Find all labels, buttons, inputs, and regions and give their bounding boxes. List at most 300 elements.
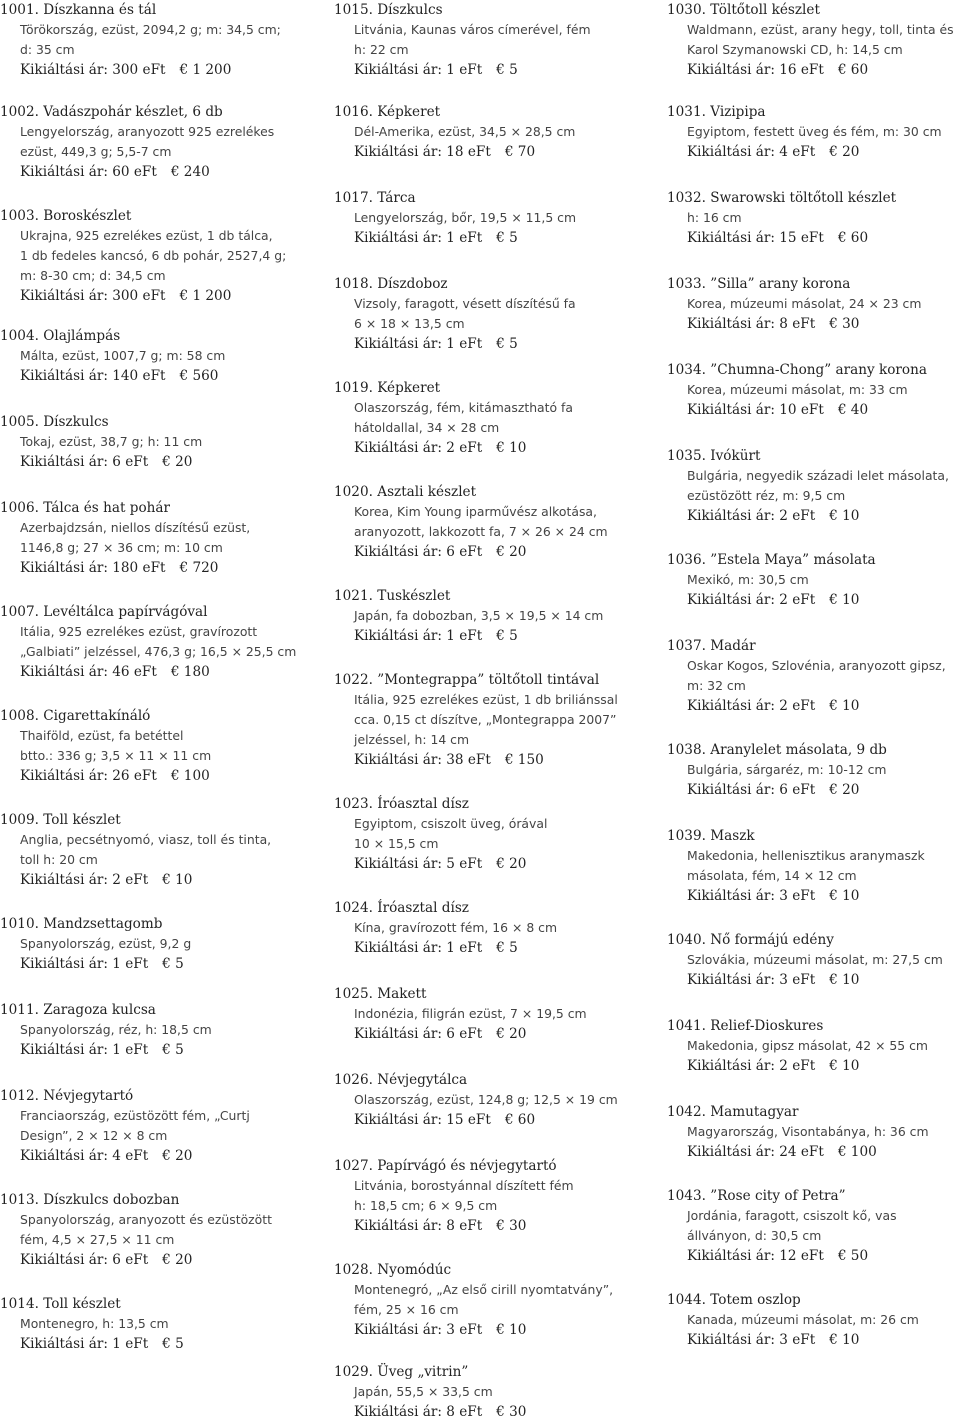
lot-heading (667, 274, 960, 294)
lot-description-line: fém, 25 × 16 cm (354, 1302, 459, 1317)
lot-item (667, 0, 960, 80)
starting-price-huf: Kikiáltási ár: 6 eFt (354, 1026, 483, 1042)
starting-price-eur: € 5 (496, 336, 518, 352)
lot-number: 1026. (334, 1072, 373, 1088)
starting-price-huf: Kikiáltási ár: 3 eFt (354, 1322, 483, 1338)
lot-description-line: jelzéssel, h: 14 cm (354, 732, 470, 747)
lot-number: 1021. (334, 588, 373, 604)
lot-description-line: Szlovákia, múzeumi másolat, m: 27,5 cm (687, 952, 943, 967)
lot-description-line: Törökország, ezüst, 2094,2 g; m: 34,5 cm; (20, 22, 281, 37)
lot-heading (334, 0, 654, 20)
lot-number: 1019. (334, 380, 373, 396)
lot-title: Képkeret (377, 380, 441, 396)
lot-description-line: toll h: 20 cm (20, 852, 98, 867)
starting-price-huf: Kikiáltási ár: 1 eFt (354, 230, 483, 246)
lot-price (667, 590, 960, 610)
starting-price-huf: Kikiáltási ár: 8 eFt (354, 1218, 483, 1234)
lot-item (334, 378, 654, 458)
starting-price-huf: Kikiáltási ár: 60 eFt (20, 164, 157, 180)
lot-description-line: Egyiptom, festett üveg és fém, m: 30 cm (687, 124, 942, 139)
lot-item (667, 1290, 960, 1350)
lot-item (0, 102, 322, 182)
lot-title: Levéltálca papírvágóval (43, 604, 208, 620)
lot-price (0, 1334, 322, 1354)
lot-price (667, 1330, 960, 1350)
lot-price (0, 162, 322, 182)
lot-description-line: Korea, múzeumi másolat, m: 33 cm (687, 382, 908, 397)
starting-price-eur: € 10 (829, 888, 860, 904)
lot-title: Tárca (377, 190, 416, 206)
starting-price-huf: Kikiáltási ár: 1 eFt (354, 336, 483, 352)
lot-heading (0, 0, 322, 20)
lot-title: Papírvágó és névjegytartó (377, 1158, 557, 1174)
lot-heading (667, 550, 960, 570)
lot-number: 1039. (667, 828, 706, 844)
lot-description-line: h: 22 cm (354, 42, 409, 57)
lot-price (667, 1056, 960, 1076)
lot-item (334, 670, 654, 770)
lot-heading (0, 1086, 322, 1106)
lot-item (0, 1086, 322, 1166)
starting-price-huf: Kikiáltási ár: 1 eFt (354, 940, 483, 956)
lot-number: 1043. (667, 1188, 706, 1204)
lot-heading (0, 914, 322, 934)
lot-title: Asztali készlet (377, 484, 477, 500)
starting-price-huf: Kikiáltási ár: 2 eFt (687, 508, 816, 524)
starting-price-huf: Kikiáltási ár: 26 eFt (20, 768, 157, 784)
lot-heading (334, 378, 654, 398)
lot-price (334, 750, 654, 770)
lot-number: 1008. (0, 708, 39, 724)
lot-item (667, 930, 960, 990)
lot-title: Maszk (710, 828, 755, 844)
lot-price (667, 314, 960, 334)
lot-price (334, 1216, 654, 1236)
lot-description-line: Bulgária, negyedik századi lelet másolata, (687, 468, 949, 483)
lot-description-line: Oskar Kogos, Szlovénia, aranyozott gipsz, (687, 658, 946, 673)
lot-heading (0, 1190, 322, 1210)
lot-price (0, 286, 322, 306)
lot-number: 1003. (0, 208, 39, 224)
lot-number: 1005. (0, 414, 39, 430)
starting-price-huf: Kikiáltási ár: 15 eFt (354, 1112, 491, 1128)
lot-title: Díszkulcs (377, 2, 443, 18)
lot-title: Totem oszlop (710, 1292, 801, 1308)
lot-heading (334, 1260, 654, 1280)
starting-price-eur: € 10 (829, 1332, 860, 1348)
lot-number: 1035. (667, 448, 706, 464)
starting-price-huf: Kikiáltási ár: 1 eFt (20, 1042, 149, 1058)
lot-heading (334, 1070, 654, 1090)
lot-description-line: h: 18,5 cm; 6 × 9,5 cm (354, 1198, 498, 1213)
starting-price-eur: € 5 (496, 62, 518, 78)
starting-price-eur: € 20 (496, 1026, 527, 1042)
starting-price-eur: € 30 (496, 1218, 527, 1234)
lot-description-line: Design”, 2 × 12 × 8 cm (20, 1128, 168, 1143)
starting-price-eur: € 720 (179, 560, 219, 576)
lot-price (667, 60, 960, 80)
lot-price (0, 1146, 322, 1166)
lot-number: 1007. (0, 604, 39, 620)
lot-price (334, 542, 654, 562)
starting-price-eur: € 30 (829, 316, 860, 332)
lot-number: 1042. (667, 1104, 706, 1120)
lot-title: Boroskészlet (43, 208, 132, 224)
starting-price-huf: Kikiáltási ár: 3 eFt (687, 888, 816, 904)
lot-heading (0, 412, 322, 432)
lot-number: 1009. (0, 812, 39, 828)
lot-heading (334, 1156, 654, 1176)
starting-price-eur: € 20 (829, 782, 860, 798)
lot-description-line: Indonézia, filigrán ezüst, 7 × 19,5 cm (354, 1006, 587, 1021)
lot-item (667, 360, 960, 420)
lot-description-line: Litvánia, borostyánnal díszített fém (354, 1178, 574, 1193)
lot-heading (334, 984, 654, 1004)
lot-description-line: Ukrajna, 925 ezrelékes ezüst, 1 db tálca, (20, 228, 273, 243)
lot-heading (667, 1016, 960, 1036)
lot-description-line: Bulgária, sárgaréz, m: 10-12 cm (687, 762, 887, 777)
starting-price-eur: € 10 (496, 1322, 527, 1338)
starting-price-huf: Kikiáltási ár: 16 eFt (687, 62, 824, 78)
lot-heading (667, 102, 960, 122)
lot-price (334, 438, 654, 458)
starting-price-eur: € 1 200 (179, 62, 232, 78)
lot-description-line: h: 16 cm (687, 210, 742, 225)
lot-heading (334, 670, 654, 690)
lot-title: Töltőtoll készlet (710, 2, 820, 18)
lot-heading (667, 446, 960, 466)
lot-description-line: m: 8-30 cm; d: 34,5 cm (20, 268, 166, 283)
lot-price (0, 1040, 322, 1060)
lot-price (0, 558, 322, 578)
lot-title: Nő formájú edény (710, 932, 834, 948)
lot-description-line: aranyozott, lakkozott fa, 7 × 26 × 24 cm (354, 524, 608, 539)
lot-item (334, 1156, 654, 1236)
lot-heading (334, 898, 654, 918)
lot-price (334, 1110, 654, 1130)
lot-title: Névjegytartó (43, 1088, 134, 1104)
starting-price-huf: Kikiáltási ár: 4 eFt (20, 1148, 149, 1164)
lot-heading (667, 636, 960, 656)
lot-item (0, 1190, 322, 1270)
lot-heading (0, 1000, 322, 1020)
lot-description-line: Lengyelország, aranyozott 925 ezrelékes (20, 124, 275, 139)
lot-item (334, 1362, 654, 1422)
starting-price-huf: Kikiáltási ár: 6 eFt (20, 454, 149, 470)
starting-price-huf: Kikiáltási ár: 2 eFt (354, 440, 483, 456)
lot-description-line: Mexikó, m: 30,5 cm (687, 572, 809, 587)
lot-number: 1006. (0, 500, 39, 516)
starting-price-eur: € 100 (170, 768, 210, 784)
starting-price-huf: Kikiáltási ár: 12 eFt (687, 1248, 824, 1264)
starting-price-huf: Kikiáltási ár: 6 eFt (354, 544, 483, 560)
starting-price-huf: Kikiáltási ár: 180 eFt (20, 560, 166, 576)
starting-price-eur: € 100 (837, 1144, 877, 1160)
starting-price-eur: € 30 (496, 1404, 527, 1420)
starting-price-eur: € 60 (504, 1112, 536, 1128)
lot-number: 1029. (334, 1364, 373, 1380)
lot-description-line: másolata, fém, 14 × 12 cm (687, 868, 857, 883)
starting-price-eur: € 70 (504, 144, 536, 160)
lot-item (667, 446, 960, 526)
lot-number: 1037. (667, 638, 706, 654)
lot-heading (0, 602, 322, 622)
lot-heading (667, 1186, 960, 1206)
lot-description-line: Vizsoly, faragott, vésett díszítésű fa (354, 296, 576, 311)
lot-item (334, 188, 654, 248)
lot-price (0, 662, 322, 682)
lot-title: Díszkulcs (43, 414, 109, 430)
lot-description-line: Olaszország, fém, kitámasztható fa (354, 400, 573, 415)
lot-description-line: btto.: 336 g; 3,5 × 11 × 11 cm (20, 748, 212, 763)
lot-number: 1015. (334, 2, 373, 18)
lot-number: 1044. (667, 1292, 706, 1308)
lot-title: Toll készlet (43, 812, 121, 828)
lot-number: 1011. (0, 1002, 39, 1018)
lot-number: 1031. (667, 104, 706, 120)
starting-price-huf: Kikiáltási ár: 3 eFt (687, 972, 816, 988)
starting-price-huf: Kikiáltási ár: 4 eFt (687, 144, 816, 160)
lot-price (334, 142, 654, 162)
lot-description-line: ezüstözött réz, m: 9,5 cm (687, 488, 846, 503)
starting-price-huf: Kikiáltási ár: 1 eFt (354, 62, 483, 78)
lot-price (334, 228, 654, 248)
lot-description-line: Spanyolország, aranyozott és ezüstözött (20, 1212, 272, 1227)
starting-price-huf: Kikiáltási ár: 1 eFt (20, 1336, 149, 1352)
lot-item (0, 706, 322, 786)
lot-item (334, 1070, 654, 1130)
lot-title: ”Estela Maya” másolata (710, 552, 876, 568)
lot-item (0, 1000, 322, 1060)
lot-item (667, 1102, 960, 1162)
starting-price-eur: € 20 (496, 544, 527, 560)
starting-price-eur: € 10 (829, 698, 860, 714)
lot-title: Vizipipa (710, 104, 766, 120)
lot-title: Képkeret (377, 104, 441, 120)
lot-description-line: 10 × 15,5 cm (354, 836, 439, 851)
lot-number: 1027. (334, 1158, 373, 1174)
lot-description-line: fém, 4,5 × 27,5 × 11 cm (20, 1232, 175, 1247)
lot-number: 1030. (667, 2, 706, 18)
starting-price-eur: € 10 (829, 1058, 860, 1074)
lot-price (334, 60, 654, 80)
lot-number: 1032. (667, 190, 706, 206)
lot-heading (334, 482, 654, 502)
lot-item (0, 326, 322, 386)
lot-heading (667, 930, 960, 950)
starting-price-eur: € 5 (162, 1336, 184, 1352)
lot-item (667, 1016, 960, 1076)
lot-item (0, 914, 322, 974)
lot-price (334, 1402, 654, 1422)
lot-heading (0, 1294, 322, 1314)
lot-title: Tuskészlet (377, 588, 451, 604)
lot-heading (667, 740, 960, 760)
lot-number: 1020. (334, 484, 373, 500)
lot-number: 1025. (334, 986, 373, 1002)
lot-description-line: Anglia, pecsétnyomó, viasz, toll és tinta, (20, 832, 272, 847)
lot-description-line: Itália, 925 ezrelékes ezüst, gravírozott (20, 624, 258, 639)
lot-item (0, 206, 322, 306)
starting-price-eur: € 5 (162, 1042, 184, 1058)
starting-price-huf: Kikiáltási ár: 1 eFt (354, 628, 483, 644)
lot-title: Íróasztal dísz (377, 796, 469, 812)
lot-item (334, 102, 654, 162)
lot-title: ”Montegrappa” töltőtoll tintával (377, 672, 600, 688)
lot-description-line: Montenegró, „Az első cirill nyomtatvány”, (354, 1282, 614, 1297)
lot-description-line: Málta, ezüst, 1007,7 g; m: 58 cm (20, 348, 226, 363)
lot-title: Toll készlet (43, 1296, 121, 1312)
lot-price (0, 766, 322, 786)
starting-price-huf: Kikiáltási ár: 5 eFt (354, 856, 483, 872)
lot-title: Mamutagyar (710, 1104, 799, 1120)
lot-heading (667, 826, 960, 846)
starting-price-eur: € 10 (829, 508, 860, 524)
lot-number: 1012. (0, 1088, 39, 1104)
lot-price (334, 626, 654, 646)
lot-item (667, 740, 960, 800)
lot-title: Nyomódúc (377, 1262, 452, 1278)
lot-price (667, 506, 960, 526)
lot-item (667, 1186, 960, 1266)
lot-price (334, 938, 654, 958)
lot-heading (0, 706, 322, 726)
lot-title: ”Chumna-Chong” arany korona (710, 362, 927, 378)
lot-title: Díszkanna és tál (43, 2, 157, 18)
starting-price-eur: € 1 200 (179, 288, 232, 304)
lot-description-line: Makedonia, hellenisztikus aranymaszk (687, 848, 925, 863)
lot-title: Zaragoza kulcsa (43, 1002, 156, 1018)
starting-price-huf: Kikiáltási ár: 46 eFt (20, 664, 157, 680)
lot-item (667, 826, 960, 906)
starting-price-eur: € 60 (837, 230, 869, 246)
lot-description-line: Itália, 925 ezrelékes ezüst, 1 db briliánssal (354, 692, 618, 707)
starting-price-eur: € 60 (837, 62, 869, 78)
starting-price-huf: Kikiáltási ár: 15 eFt (687, 230, 824, 246)
lot-item (667, 188, 960, 248)
lot-description-line: Kína, gravírozott fém, 16 × 8 cm (354, 920, 558, 935)
lot-description-line: Karol Szymanowski CD, h: 14,5 cm (687, 42, 903, 57)
lot-heading (667, 0, 960, 20)
starting-price-huf: Kikiáltási ár: 140 eFt (20, 368, 166, 384)
lot-heading (334, 188, 654, 208)
lot-description-line: Korea, múzeumi másolat, 24 × 23 cm (687, 296, 922, 311)
lot-title: ”Silla” arany korona (710, 276, 851, 292)
lot-description-line: Spanyolország, réz, h: 18,5 cm (20, 1022, 212, 1037)
lot-price (667, 780, 960, 800)
lot-description-line: Dél-Amerika, ezüst, 34,5 × 28,5 cm (354, 124, 576, 139)
starting-price-eur: € 5 (496, 940, 518, 956)
lot-number: 1028. (334, 1262, 373, 1278)
lot-title: Aranylelet másolata, 9 db (710, 742, 887, 758)
lot-description-line: m: 32 cm (687, 678, 746, 693)
lot-number: 1024. (334, 900, 373, 916)
starting-price-eur: € 50 (837, 1248, 869, 1264)
lot-number: 1002. (0, 104, 39, 120)
lot-description-line: Magyarország, Visontabánya, h: 36 cm (687, 1124, 929, 1139)
lot-price (667, 970, 960, 990)
lot-heading (334, 102, 654, 122)
lot-title: Makett (377, 986, 427, 1002)
lot-item (334, 984, 654, 1044)
lot-price (0, 452, 322, 472)
lot-price (667, 886, 960, 906)
starting-price-huf: Kikiáltási ár: 18 eFt (354, 144, 491, 160)
starting-price-eur: € 20 (162, 1252, 193, 1268)
lot-item (334, 274, 654, 354)
lot-number: 1016. (334, 104, 373, 120)
lot-description-line: Montenegro, h: 13,5 cm (20, 1316, 169, 1331)
starting-price-eur: € 150 (504, 752, 544, 768)
lot-price (667, 142, 960, 162)
lot-price (334, 1024, 654, 1044)
lot-heading (0, 810, 322, 830)
starting-price-eur: € 5 (496, 628, 518, 644)
lot-description-line: Egyiptom, csiszolt üveg, órával (354, 816, 548, 831)
lot-number: 1034. (667, 362, 706, 378)
lot-price (0, 1250, 322, 1270)
lot-title: Tálca és hat pohár (43, 500, 170, 516)
starting-price-eur: € 40 (837, 402, 869, 418)
lot-description-line: hátoldallal, 34 × 28 cm (354, 420, 500, 435)
lot-description-line: Thaiföld, ezüst, fa betéttel (20, 728, 184, 743)
lot-description-line: Azerbajdzsán, niellos díszítésű ezüst, (20, 520, 251, 535)
starting-price-huf: Kikiáltási ár: 300 eFt (20, 288, 166, 304)
lot-heading (334, 1362, 654, 1382)
lot-description-line: „Galbiati” jelzéssel, 476,3 g; 16,5 × 25,5 cm (20, 644, 297, 659)
lot-heading (334, 274, 654, 294)
lot-heading (667, 1102, 960, 1122)
lot-description-line: ezüst, 449,3 g; 5,5-7 cm (20, 144, 172, 159)
lot-title: Díszdoboz (377, 276, 448, 292)
lot-price (0, 366, 322, 386)
starting-price-eur: € 10 (496, 440, 527, 456)
lot-description-line: Japán, 55,5 × 33,5 cm (354, 1384, 493, 1399)
lot-number: 1038. (667, 742, 706, 758)
lot-price (0, 954, 322, 974)
lot-item (667, 550, 960, 610)
lot-heading (667, 188, 960, 208)
lot-number: 1041. (667, 1018, 706, 1034)
lot-number: 1017. (334, 190, 373, 206)
lot-number: 1014. (0, 1296, 39, 1312)
lot-price (0, 870, 322, 890)
starting-price-huf: Kikiáltási ár: 8 eFt (354, 1404, 483, 1420)
starting-price-huf: Kikiáltási ár: 6 eFt (687, 782, 816, 798)
starting-price-eur: € 240 (170, 164, 210, 180)
starting-price-huf: Kikiáltási ár: 300 eFt (20, 62, 166, 78)
lot-heading (0, 102, 322, 122)
starting-price-huf: Kikiáltási ár: 8 eFt (687, 316, 816, 332)
lot-heading (0, 498, 322, 518)
lot-title: Ivókürt (710, 448, 761, 464)
starting-price-huf: Kikiáltási ár: 38 eFt (354, 752, 491, 768)
lot-description-line: Litvánia, Kaunas város címerével, fém (354, 22, 591, 37)
lot-price (334, 334, 654, 354)
starting-price-huf: Kikiáltási ár: 24 eFt (687, 1144, 824, 1160)
lot-price (667, 696, 960, 716)
lot-heading (334, 586, 654, 606)
starting-price-eur: € 20 (496, 856, 527, 872)
lot-price (667, 1246, 960, 1266)
lot-heading (667, 360, 960, 380)
lot-price (667, 228, 960, 248)
lot-description-line: Kanada, múzeumi másolat, m: 26 cm (687, 1312, 919, 1327)
lot-item (334, 0, 654, 80)
lot-description-line: Lengyelország, bőr, 19,5 × 11,5 cm (354, 210, 577, 225)
starting-price-eur: € 20 (162, 1148, 193, 1164)
lot-number: 1023. (334, 796, 373, 812)
